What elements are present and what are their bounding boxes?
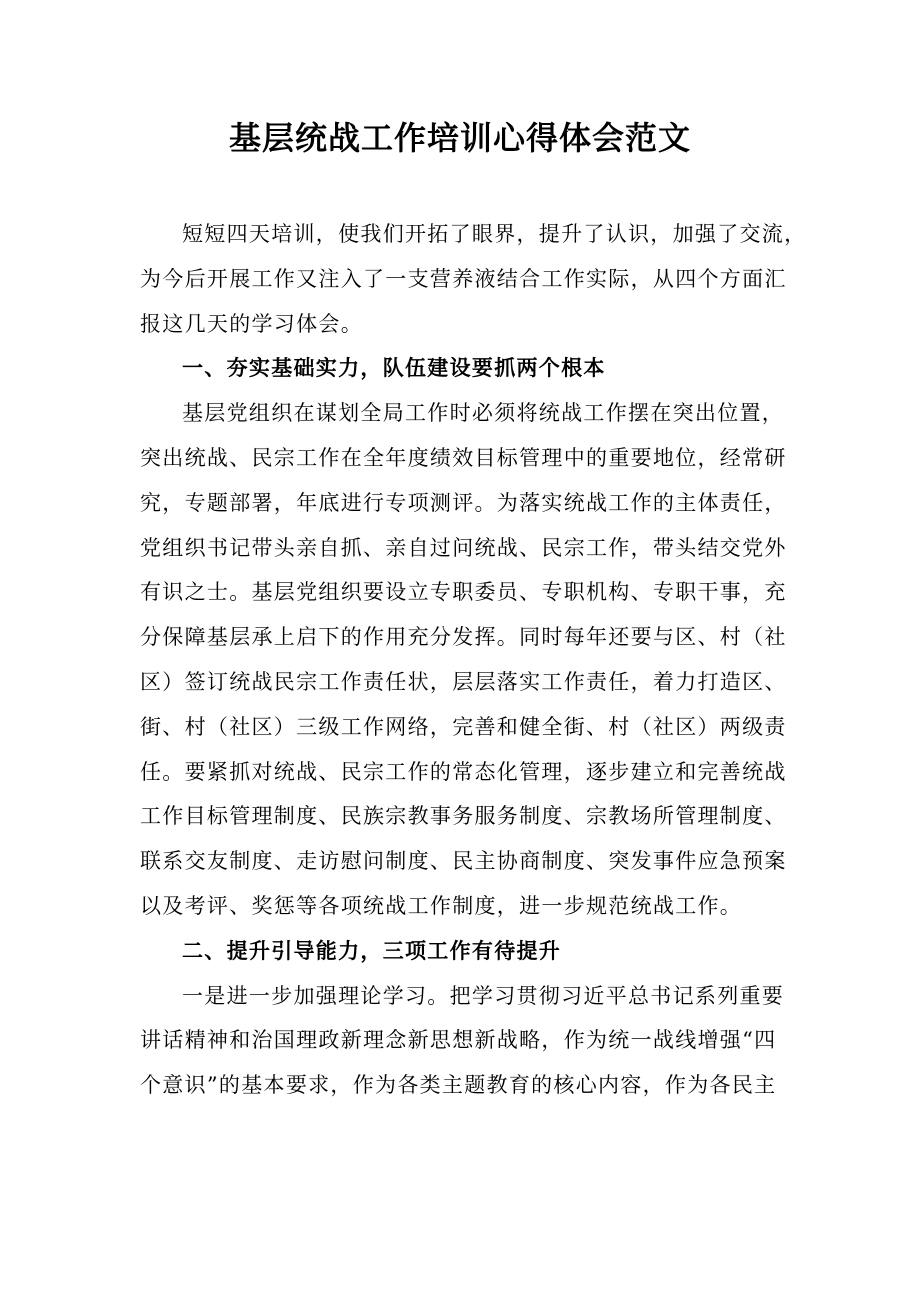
text-line: 讲话精神和治国理政新理念新思想新战略，作为统一战线增强“四 [140, 1028, 777, 1053]
text-line: 突出统战、民宗工作在全年度绩效目标管理中的重要地位，经常研 [140, 445, 787, 470]
text-line: 分保障基层承上启下的作用充分发挥。同时每年还要与区、村（社 [140, 625, 787, 650]
text-line: 有识之士。基层党组织要设立专职委员、专职机构、专职干事，充 [140, 580, 787, 605]
body-paragraph [140, 212, 807, 346]
text-line: 一、夯实基础实力，队伍建设要抓两个根本 [182, 356, 606, 381]
text-line: 联系交友制度、走访慰问制度、民主协商制度、突发事件应急预案 [140, 849, 787, 874]
text-line: 基层党组织在谋划全局工作时必须将统战工作摆在突出位置， [182, 401, 785, 426]
text-line: 党组织书记带头亲自抓、亲自过问统战、民宗工作，带头结交党外 [140, 535, 787, 560]
body-paragraph [140, 391, 787, 929]
body-paragraph [140, 974, 785, 1108]
document-body [140, 212, 807, 1108]
text-line: 街、村（社区）三级工作网络，完善和健全街、村（社区）两级责 [140, 714, 787, 739]
text-line: 二、提升引导能力，三项工作有待提升 [182, 938, 562, 963]
text-line: 工作目标管理制度、民族宗教事务服务制度、宗教场所管理制度、 [140, 804, 787, 829]
text-line: 一是进一步加强理论学习。把学习贯彻习近平总书记系列重要 [182, 983, 785, 1008]
text-line: 个意识”的基本要求，作为各类主题教育的核心内容，作为各民主 [140, 1073, 777, 1098]
text-line: 以及考评、奖惩等各项统战工作制度，进一步规范统战工作。 [140, 893, 743, 918]
text-line: 区）签订统战民宗工作责任状，层层落实工作责任，着力打造区、 [140, 669, 787, 694]
section-heading [140, 346, 780, 391]
text-line: 短短四天培训，使我们开拓了眼界，提升了认识，加强了交流， [182, 222, 807, 246]
section-heading [140, 929, 780, 974]
text-line: 究，专题部署，年底进行专项测评。为落实统战工作的主体责任， [140, 490, 787, 515]
text-line: 报这几天的学习体会。 [140, 311, 363, 336]
document-title: 基层统战工作培训心得体会范文 [228, 119, 691, 157]
text-line: 任。要紧抓对统战、民宗工作的常态化管理，逐步建立和完善统战 [140, 759, 787, 784]
text-line: 为今后开展工作又注入了一支营养液结合工作实际，从四个方面汇 [140, 266, 787, 291]
